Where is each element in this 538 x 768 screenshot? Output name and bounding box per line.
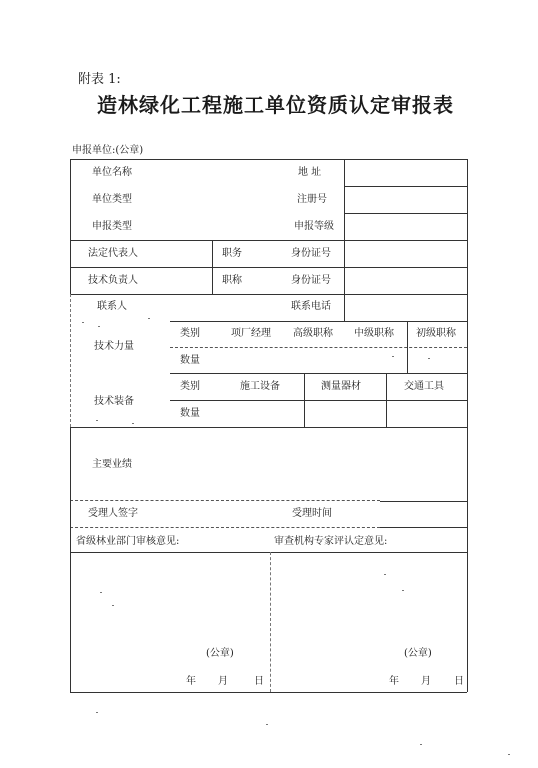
row-divider [70, 500, 380, 501]
row-divider [170, 347, 467, 348]
scan-noise [428, 358, 430, 359]
label-category-2: 类别 [180, 381, 200, 392]
row-divider [70, 427, 467, 428]
table-left-border [70, 294, 71, 427]
scan-noise [266, 724, 268, 725]
label-registration-no: 注册号 [297, 194, 327, 205]
row-divider [70, 527, 380, 528]
label-forestry-dept-opinion: 省级林业部门审核意见: [76, 536, 180, 547]
label-intermediate-title: 中级职称 [354, 328, 394, 339]
scan-noise [148, 318, 150, 319]
label-id-number-2: 身份证号 [291, 275, 331, 286]
col-divider [386, 373, 387, 427]
scan-noise [420, 744, 422, 745]
row-divider [380, 527, 467, 528]
label-application-level: 申报等级 [294, 221, 334, 232]
table-right-border [467, 159, 468, 692]
row-divider [170, 400, 467, 401]
label-unit-name: 单位名称 [92, 167, 132, 178]
scan-noise [508, 754, 510, 755]
label-technical-head: 技术负责人 [88, 275, 138, 286]
label-position: 职务 [222, 248, 242, 259]
label-id-number: 身份证号 [291, 248, 331, 259]
row-divider [344, 213, 467, 214]
label-quantity: 数量 [180, 355, 200, 366]
row-divider [170, 373, 467, 374]
label-transport-vehicles: 交通工具 [404, 381, 444, 392]
label-address: 地 址 [298, 167, 322, 178]
col-divider [212, 240, 213, 294]
page-title: 造林绿化工程施工单位资质认定审报表 [97, 93, 454, 117]
row-divider [170, 321, 467, 322]
table-left-border [70, 159, 71, 294]
label-unit-type: 单位类型 [92, 194, 132, 205]
label-main-achievements: 主要业绩 [92, 459, 132, 470]
table-left-border [70, 427, 71, 692]
label-category: 类别 [180, 328, 200, 339]
scan-noise [402, 590, 404, 591]
label-title-rank: 职称 [222, 275, 242, 286]
row-divider [70, 294, 467, 295]
date-month-right: 月 [421, 676, 431, 687]
date-day-right: 日 [454, 676, 464, 687]
label-measuring-instruments: 测量器材 [321, 381, 361, 392]
label-factory-manager: 项厂经理 [231, 328, 271, 339]
date-year-right: 年 [389, 676, 399, 687]
label-quantity-2: 数量 [180, 408, 200, 419]
label-construction-equipment: 施工设备 [240, 381, 280, 392]
row-divider [380, 501, 467, 502]
col-divider [407, 321, 408, 373]
table-bottom-border [70, 692, 467, 693]
date-day-left: 日 [254, 676, 264, 687]
label-junior-title: 初级职称 [416, 328, 456, 339]
label-application-type: 申报类型 [92, 221, 132, 232]
date-year-left: 年 [186, 676, 196, 687]
scan-noise [132, 423, 134, 424]
label-senior-title: 高级职称 [293, 328, 333, 339]
col-divider [270, 552, 271, 692]
seal-right: (公章) [404, 648, 432, 659]
scan-noise [82, 322, 84, 323]
col-divider [304, 373, 305, 427]
scan-noise [112, 605, 114, 606]
applicant-unit-label: 申报单位:(公章) [72, 145, 144, 156]
label-contact-phone: 联系电话 [291, 301, 331, 312]
scan-noise [384, 574, 386, 575]
scan-noise [96, 712, 98, 713]
annex-label: 附表 1: [78, 72, 121, 87]
scan-noise [96, 420, 98, 421]
row-divider [344, 186, 467, 187]
row-divider [70, 552, 467, 553]
label-legal-representative: 法定代表人 [88, 248, 138, 259]
date-month-left: 月 [218, 676, 228, 687]
row-divider [70, 267, 467, 268]
label-technical-equipment: 技术装备 [94, 396, 134, 407]
label-acceptance-time: 受理时间 [292, 508, 332, 519]
label-contact-person: 联系人 [97, 301, 127, 312]
label-acceptor-signature: 受理人签字 [88, 508, 138, 519]
col-divider [344, 159, 345, 321]
seal-left: (公章) [206, 648, 234, 659]
scan-noise [392, 356, 394, 357]
table-top-border [70, 159, 467, 160]
label-technical-strength: 技术力量 [94, 341, 134, 352]
row-divider [70, 240, 467, 241]
label-expert-committee-opinion: 审查机构专家评认定意见: [274, 536, 388, 547]
scan-noise [100, 592, 102, 593]
scan-noise [98, 326, 100, 327]
